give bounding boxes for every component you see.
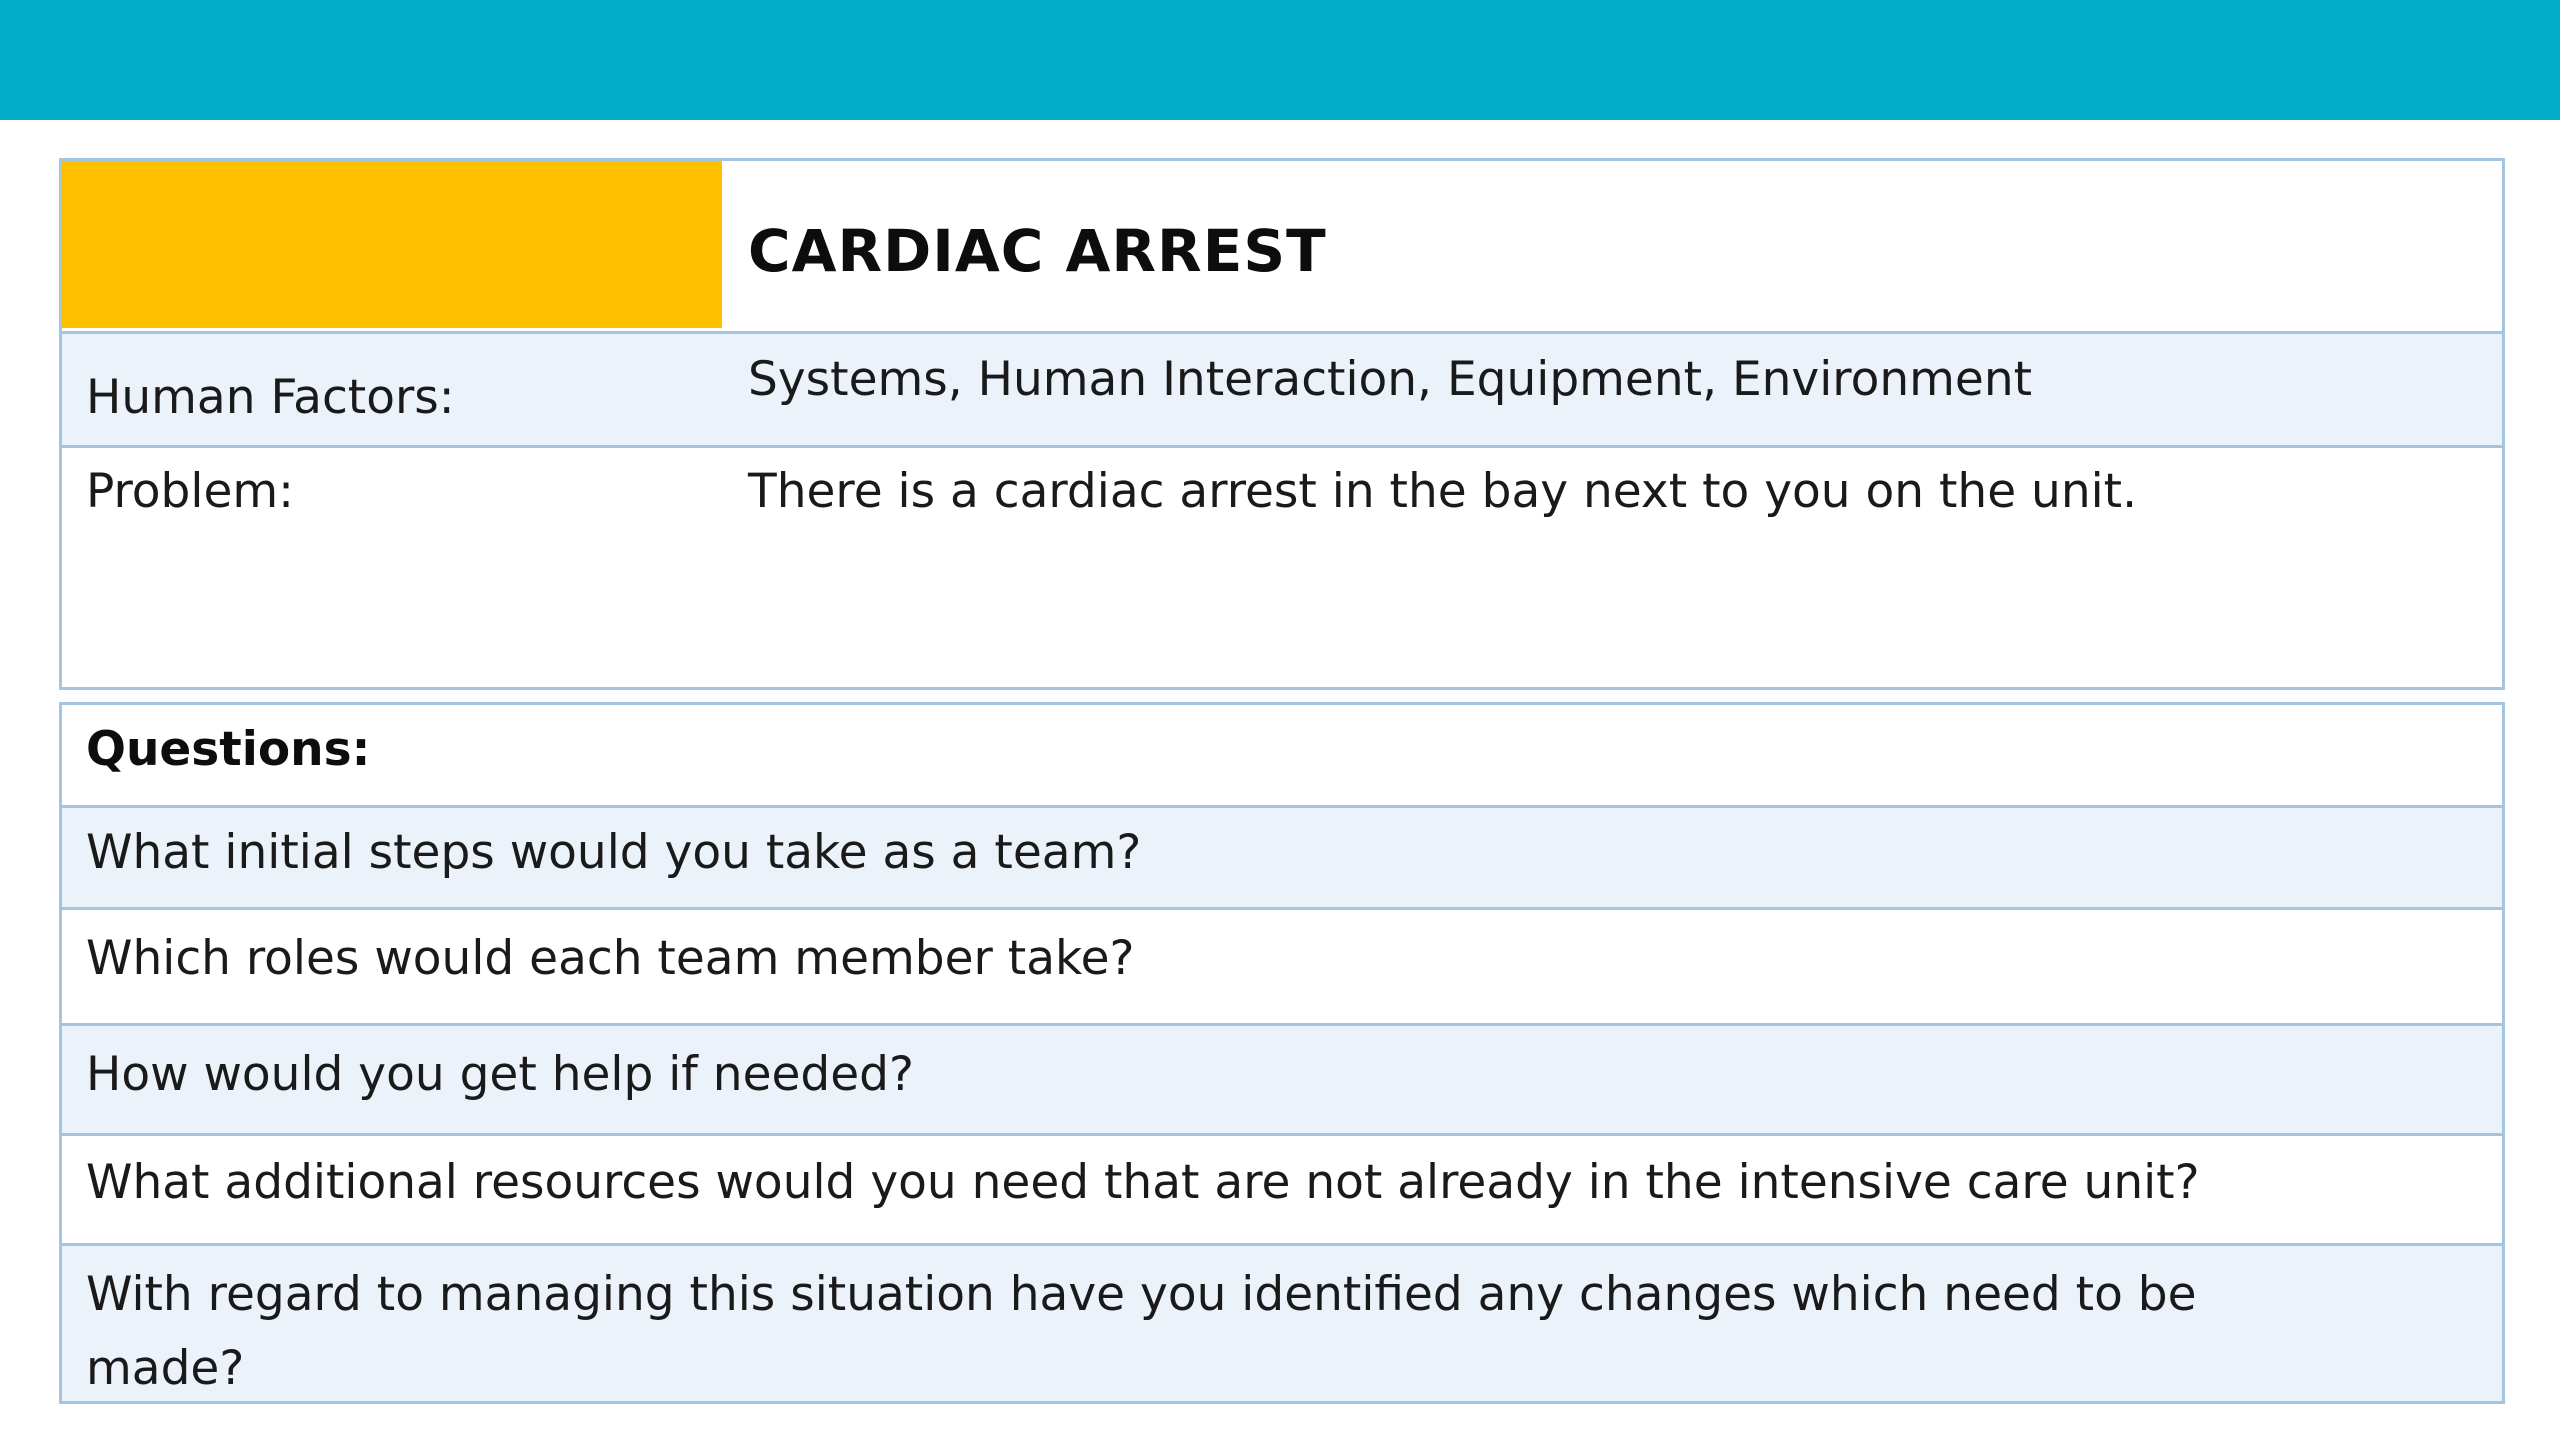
questions-heading-row xyxy=(62,705,2502,805)
problem-row xyxy=(62,445,2502,687)
human-factors-label: Human Factors: xyxy=(86,370,455,425)
question-text: What additional resources would you need that are not already in the intensive care unit? xyxy=(86,1155,2200,1210)
question-text: How would you get help if needed? xyxy=(86,1047,914,1102)
question-text: Which roles would each team member take? xyxy=(86,931,1135,986)
scenario-table xyxy=(59,158,2505,690)
top-banner xyxy=(0,0,2560,120)
question-text: With regard to managing this situation have you identified any changes which need to be made? xyxy=(86,1267,2197,1396)
question-row xyxy=(62,1243,2502,1401)
problem-label: Problem: xyxy=(86,464,294,519)
problem-value: There is a cardiac arrest in the bay next to you on the unit. xyxy=(748,464,2138,519)
questions-heading: Questions: xyxy=(86,722,371,777)
human-factors-row xyxy=(62,331,2502,445)
question-row xyxy=(62,1133,2502,1243)
questions-table xyxy=(59,702,2505,1404)
question-row xyxy=(62,805,2502,907)
human-factors-value: Systems, Human Interaction, Equipment, Environment xyxy=(748,352,2033,407)
scenario-title-row xyxy=(62,161,2502,331)
scenario-title: CARDIAC ARREST xyxy=(748,217,1327,285)
question-row xyxy=(62,1023,2502,1133)
question-row xyxy=(62,907,2502,1023)
accent-block xyxy=(62,161,722,328)
question-text: What initial steps would you take as a team? xyxy=(86,825,1142,880)
